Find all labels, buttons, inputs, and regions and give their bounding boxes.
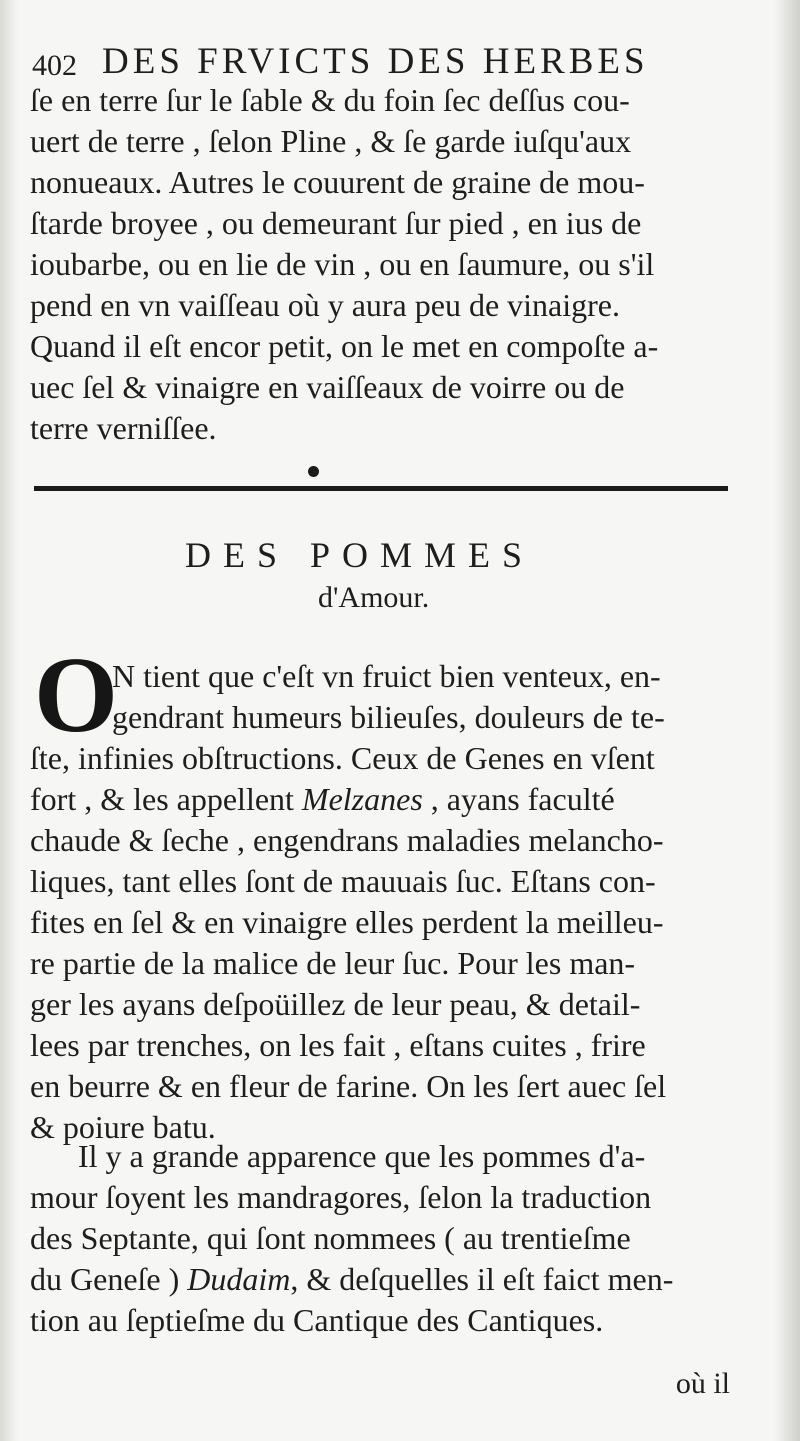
text-line: liques, tant elles ſont de mauuais ſuc. Eſtans con- [30,863,656,899]
drop-cap: O [34,636,119,755]
chapter-subtitle: d'Amour. [318,581,430,614]
chapter-title: DES POMMES [185,535,535,575]
running-title: DES FRVICTS DES HERBES [102,41,649,82]
line-segment: fort , & les appellent [30,781,302,817]
text-line: ger les ayans deſpoüillez de leur peau, & detail- [30,986,641,1022]
text-line: & poiure batu. [30,1109,216,1145]
text-line: pend en vn vaiſſeau où y aura peu de vinaigre. [30,287,620,323]
text-line: ioubarbe, ou en lie de vin , ou en ſaumure, ou s'il [30,246,655,282]
text-line: N tient que c'eſt vn fruict bien venteux, en- [112,658,661,694]
paragraph-2 [30,656,730,1148]
section-rule [34,486,728,491]
text-line: lees par trenches, on les fait , eſtans cuites , frire [30,1027,646,1063]
text-line: ſte, infinies obſtructions. Ceux de Genes en vſent [30,740,655,776]
catchword: où il [675,1367,730,1400]
text-line: nonueaux. Autres le couurent de graine de mou- [30,164,645,200]
text-line: fites en ſel & en vinaigre elles perdent la meilleu- [30,904,664,940]
italic-term: Melzanes [301,781,423,817]
text-line: en beurre & en fleur de farine. On les ſert auec ſel [30,1068,667,1104]
italic-term: Dudaim [187,1261,291,1297]
ornament-dot [308,466,319,477]
text-line: Quand il eſt encor petit, on le met en compoſte a- [30,328,659,364]
text-line: mour ſoyent les mandragores, ſelon la traduction [30,1179,652,1215]
paragraph-1 [30,80,730,449]
line-segment: , ayans faculté [422,781,615,817]
text-line [30,779,730,820]
page-shadow-left [0,0,18,1441]
text-line [30,1259,730,1300]
line-segment: , & deſquelles il eſt faict men- [290,1261,674,1297]
text-line: uert de terre , ſelon Pline , & ſe garde iuſqu'aux [30,123,632,159]
text-line: des Septante, qui ſont nommees ( au trentieſme [30,1220,631,1256]
text-line: Il y a grande apparence que les pommes d'a- [78,1138,646,1174]
line-segment: du Geneſe ) [30,1261,188,1297]
text-line: gendrant humeurs bilieuſes, douleurs de te- [112,699,665,735]
text-line: chaude & ſeche , engendrans maladies melancho- [30,822,664,858]
paragraph-3 [30,1136,730,1341]
text-line: terre verniſſee. [30,410,217,446]
text-line: tion au ſeptieſme du Cantique des Cantiques. [30,1302,604,1338]
text-line: re partie de la malice de leur ſuc. Pour les man- [30,945,636,981]
running-head [32,36,732,86]
page-shadow-right [774,0,800,1441]
text-line: uec ſel & vinaigre en vaiſſeaux de voirre ou de [30,369,625,405]
page-number: 402 [32,49,77,82]
text-line: ſtarde broyee , ou demeurant ſur pied , en ius de [30,205,642,241]
text-line: ſe en terre ſur le ſable & du foin ſec deſſus cou- [30,82,630,118]
